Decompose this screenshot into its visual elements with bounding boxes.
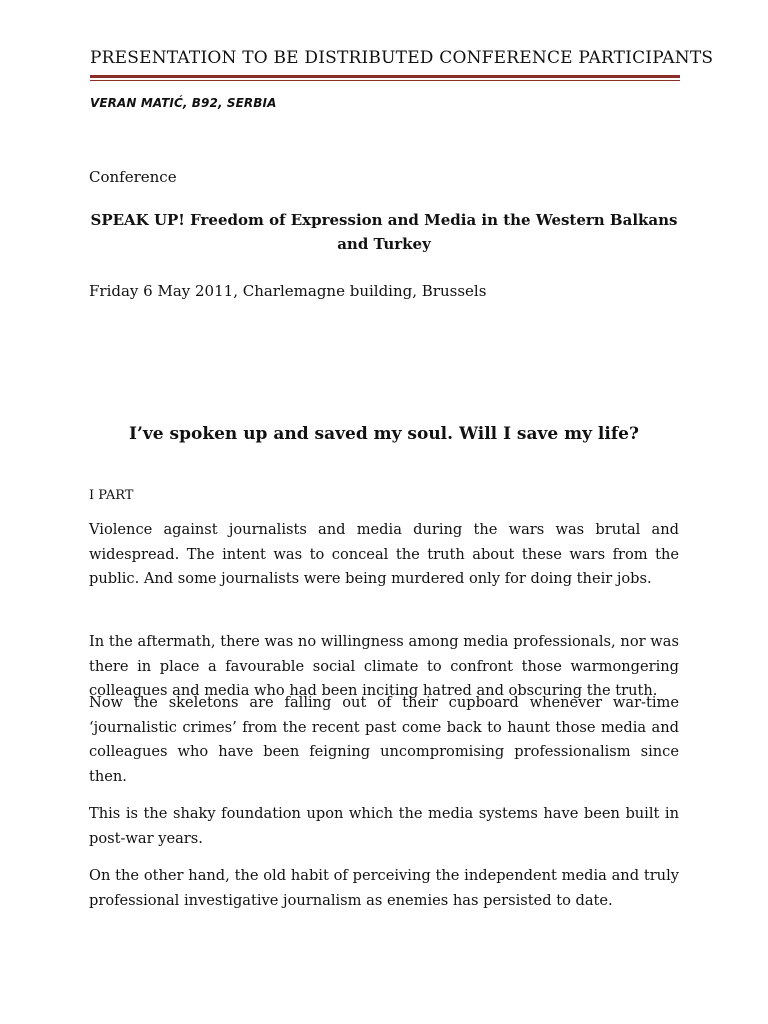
speech-title: I’ve spoken up and saved my soul. Will I save my life? <box>129 424 639 444</box>
conference-title: SPEAK UP! Freedom of Expression and Media in the Western Balkans and Turkey <box>90 211 678 253</box>
conference-date-location: Friday 6 May 2011, Charlemagne building, Brussels <box>89 282 487 300</box>
conference-label: Conference <box>89 168 177 186</box>
part-label: I PART <box>89 488 134 503</box>
body-paragraph: Violence against journalists and media during the wars was brutal and widespread. The intent was to conceal the truth about these wars from the public. And some journalists were being murdered only for doing their jobs. <box>89 521 679 587</box>
document-header-title: PRESENTATION TO BE DISTRIBUTED CONFERENCE PARTICIPANTS <box>90 48 714 68</box>
body-paragraph: Now the skeletons are falling out of their cupboard whenever war-time ‘journalistic crimes’ from the recent past come back to haunt those media and colleagues who have been feigning uncompromising professionalism since then. <box>89 694 679 785</box>
body-paragraph: On the other hand, the old habit of perceiving the independent media and truly professional investigative journalism as enemies has persisted to date. <box>89 867 679 909</box>
header-rule-thin <box>90 80 680 81</box>
body-paragraph: This is the shaky foundation upon which the media systems have been built in post-war years. <box>89 805 679 847</box>
body-paragraph: In the aftermath, there was no willingness among media professionals, nor was there in place a favourable social climate to confront those warmongering colleagues and media who had been inciting hatred and obscuring the truth. <box>89 633 679 699</box>
author-line: VERAN MATIĆ, B92, SERBIA <box>90 96 277 110</box>
header-rule-thick <box>90 75 680 78</box>
